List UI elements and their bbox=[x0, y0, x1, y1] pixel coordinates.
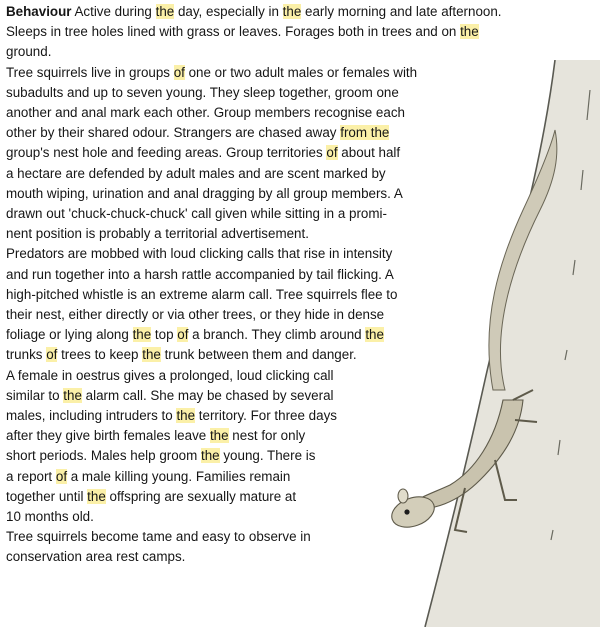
text-span: offspring are sexually mature at bbox=[105, 488, 297, 504]
highlighted-word: the bbox=[63, 387, 82, 403]
text-span: trunk between them and danger. bbox=[160, 347, 357, 363]
text-line bbox=[6, 305, 384, 325]
text-line bbox=[6, 487, 296, 507]
text-span: day, especially in bbox=[174, 4, 283, 19]
text-line bbox=[6, 345, 357, 365]
text-span: and run together into a harsh rattle accompanied by tail flicking. A bbox=[6, 266, 394, 282]
text-span: Tree squirrels become tame and easy to observe in bbox=[6, 529, 311, 545]
highlighted-word: of bbox=[326, 145, 338, 161]
text-span: Sleeps in tree holes lined with grass or leaves. Forages both in trees and on bbox=[6, 24, 461, 40]
highlighted-word: the bbox=[155, 4, 175, 19]
text-line bbox=[6, 446, 315, 466]
text-line bbox=[6, 547, 185, 567]
text-line bbox=[6, 164, 386, 184]
text-span: other by their shared odour. Strangers are chased away bbox=[6, 125, 341, 141]
text-line bbox=[6, 507, 94, 527]
highlighted-word: the bbox=[87, 488, 106, 504]
text-span: group's nest hole and feeding areas. Group territories bbox=[6, 145, 327, 161]
highlighted-word: the bbox=[176, 408, 196, 423]
text-line bbox=[6, 325, 384, 345]
text-span: after they give birth females leave bbox=[6, 428, 210, 444]
text-span: young. There is bbox=[219, 448, 316, 464]
text-span: a branch. They climb around bbox=[188, 327, 366, 343]
highlighted-word: of bbox=[173, 64, 185, 80]
text-span: alarm call. She may be chased by several bbox=[81, 387, 334, 403]
text-span: nest for only bbox=[228, 428, 306, 444]
text-line bbox=[6, 103, 405, 123]
text-span: males, including intruders to bbox=[6, 408, 177, 423]
highlighted-word: the bbox=[282, 4, 302, 19]
text-line bbox=[6, 265, 394, 285]
text-line bbox=[6, 366, 334, 386]
text-line bbox=[6, 2, 502, 22]
text-span: trunks bbox=[6, 347, 47, 363]
text-span: short periods. Males help groom bbox=[6, 448, 202, 464]
text-span: subadults and up to seven young. They sleep together, groom one bbox=[6, 84, 399, 100]
text-line bbox=[6, 386, 334, 406]
text-span: Predators are mobbed with loud clicking calls that rise in intensity bbox=[6, 246, 393, 262]
text-span: conservation area rest camps. bbox=[6, 549, 186, 565]
text-span: high-pitched whistle is an extreme alarm call. Tree squirrels flee to bbox=[6, 286, 398, 302]
text-line bbox=[6, 244, 392, 264]
text-span: about half bbox=[337, 145, 401, 161]
text-line bbox=[6, 83, 399, 103]
text-span: their nest, either directly or via other trees, or they hide in dense bbox=[6, 307, 385, 322]
highlighted-word: the bbox=[201, 448, 220, 464]
text-span: Tree squirrels live in groups bbox=[6, 64, 174, 80]
text-span: similar to bbox=[6, 387, 64, 403]
text-span: a male killing young. Families remain bbox=[67, 468, 291, 484]
text-span: ground. bbox=[6, 44, 52, 60]
highlighted-word: the bbox=[142, 347, 161, 363]
highlighted-word: the bbox=[365, 327, 384, 343]
highlighted-word: the bbox=[132, 327, 152, 343]
text-span: one or two adult males or females with bbox=[184, 64, 418, 80]
highlighted-word: of bbox=[55, 468, 68, 484]
text-span: Active during bbox=[74, 4, 156, 19]
highlighted-word: of bbox=[177, 327, 189, 343]
text-span: mouth wiping, urination and anal dragging by all group members. A bbox=[6, 185, 403, 201]
text-span: together until bbox=[6, 488, 88, 504]
highlighted-word: the bbox=[460, 24, 479, 40]
text-line bbox=[6, 467, 290, 487]
highlighted-word: of bbox=[46, 347, 58, 363]
highlighted-word: the bbox=[209, 428, 229, 444]
text-line bbox=[6, 123, 389, 143]
heading-behaviour: Behaviour bbox=[6, 4, 72, 19]
text-line bbox=[6, 527, 311, 547]
text-span: drawn out 'chuck-chuck-chuck' call given while sitting in a promi- bbox=[6, 206, 387, 221]
text-line bbox=[6, 406, 337, 426]
highlighted-word: from the bbox=[340, 125, 390, 141]
text-span: a hectare are defended by adult males and are scent marked by bbox=[6, 165, 386, 181]
text-line bbox=[6, 224, 309, 244]
text-line bbox=[6, 143, 400, 163]
text-span: a report bbox=[6, 468, 56, 484]
text-line bbox=[6, 42, 51, 62]
text-span: another and anal mark each other. Group members recognise each bbox=[6, 105, 405, 120]
text-line bbox=[6, 426, 305, 446]
text-line bbox=[6, 63, 417, 83]
text-line bbox=[6, 285, 397, 305]
text-span: foliage or lying along bbox=[6, 327, 133, 343]
text-span: top bbox=[151, 327, 178, 343]
text-span: territory. For three days bbox=[195, 408, 337, 423]
text-span: trees to keep bbox=[57, 347, 143, 363]
text-span: 10 months old. bbox=[6, 509, 94, 524]
text-span: early morning and late afternoon. bbox=[301, 4, 502, 19]
text-line bbox=[6, 204, 387, 224]
text-line bbox=[6, 22, 479, 42]
text-span: A female in oestrus gives a prolonged, loud clicking call bbox=[6, 367, 334, 383]
text-line bbox=[6, 184, 403, 204]
text-span: nent position is probably a territorial advertisement. bbox=[6, 226, 309, 242]
